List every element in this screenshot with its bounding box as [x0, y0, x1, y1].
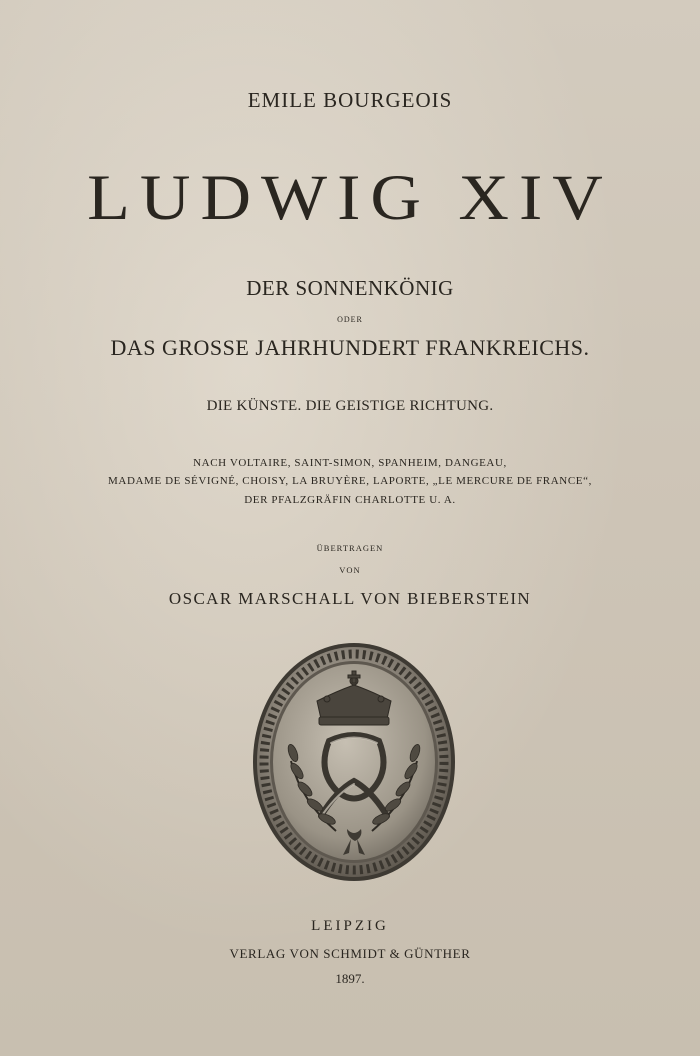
translated-label: ÜBERTRAGEN — [316, 543, 384, 553]
translator-name: OSCAR MARSCHALL VON BIEBERSTEIN — [168, 589, 532, 608]
subtitle-arts: DIE KÜNSTE. DIE GEISTIGE RICHTUNG. — [206, 398, 494, 414]
book-title: LUDWIG XIV — [87, 163, 613, 234]
sources-line: NACH VOLTAIRE, SAINT-SIMON, SPANHEIM, DANGEAU, — [193, 457, 507, 469]
subtitle-great-century: DAS GROSSE JAHRHUNDERT FRANKREICHS. — [110, 335, 590, 360]
publisher-name: VERLAG VON SCHMIDT & GÜNTHER — [229, 946, 471, 961]
subtitle-conjunction: ODER — [337, 315, 363, 324]
sources-line: DER PFALZGRÄFIN CHARLOTTE U. A. — [244, 494, 456, 506]
publication-year: 1897. — [335, 971, 365, 986]
author-name: EMILE BOURGEOIS — [247, 88, 453, 112]
by-label: VON — [339, 565, 361, 575]
subtitle-sun-king: DER SONNENKÖNIG — [246, 276, 454, 300]
sources-line: MADAME DE SÉVIGNÉ, CHOISY, LA BRUYÈRE, LAPORTE, „LE MERCURE DE FRANCE“, — [108, 475, 592, 487]
royal-monogram-crown-icon — [251, 641, 457, 883]
publication-place: LEIPZIG — [311, 918, 389, 934]
